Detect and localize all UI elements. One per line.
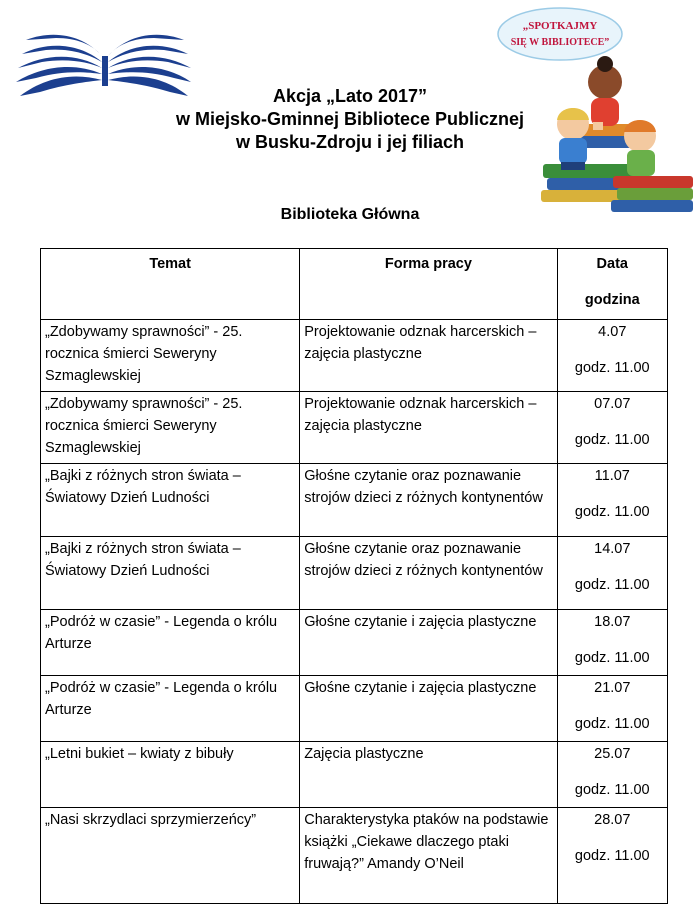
cell-date (557, 320, 667, 392)
table-row (41, 808, 668, 904)
cell-topic: „Podróż w czasie” - Legenda o królu Arturze (41, 676, 300, 742)
date-value: 11.07 (594, 468, 630, 484)
title-line-2: w Miejsko-Gminnej Bibliotece Publicznej (175, 109, 525, 129)
cell-date (557, 676, 667, 742)
cell-form: Głośne czytanie oraz poznawanie strojów dzieci z różnych kontynentów (300, 464, 557, 537)
page-title (130, 85, 570, 154)
cell-form: Zajęcia plastyczne (300, 742, 557, 808)
cell-date (557, 742, 667, 808)
cell-topic: „Bajki z różnych stron świata – Światowy Dzień Ludności (41, 464, 300, 537)
date-value: 18.07 (594, 614, 631, 630)
cell-date (557, 464, 667, 537)
cell-topic: „Bajki z różnych stron świata – Światowy Dzień Ludności (41, 537, 300, 610)
header-date (557, 249, 667, 320)
cell-form: Głośne czytanie i zajęcia plastyczne (300, 610, 557, 676)
date-value: 25.07 (594, 746, 631, 762)
date-value: 07.07 (594, 396, 631, 412)
schedule-table (40, 248, 668, 904)
hour-value: godz. 11.00 (574, 432, 650, 448)
cell-topic: „Nasi skrzydlaci sprzymierzeńcy” (41, 808, 300, 904)
date-value: 4.07 (598, 324, 627, 340)
hour-value: godz. 11.00 (574, 360, 650, 376)
hour-value: godz. 11.00 (574, 577, 650, 593)
badge-text-line2: SIĘ W BIBLIOTECE” (510, 37, 610, 48)
title-line-3: w Busku-Zdroju i jej filiach (235, 132, 465, 152)
table-row (41, 676, 668, 742)
table-body (41, 320, 668, 904)
cell-form: Głośne czytanie i zajęcia plastyczne (300, 676, 557, 742)
hour-value: godz. 11.00 (574, 716, 650, 732)
cell-form: Głośne czytanie oraz poznawanie strojów dzieci z różnych kontynentów (300, 537, 557, 610)
cell-topic: „Podróż w czasie” - Legenda o królu Arturze (41, 610, 300, 676)
cell-form: Projektowanie odznak harcerskich – zajęcia plastyczne (300, 320, 557, 392)
cell-date (557, 808, 667, 904)
cell-date (557, 610, 667, 676)
date-value: 21.07 (594, 680, 631, 696)
cell-date (557, 537, 667, 610)
cell-form: Charakterystyka ptaków na podstawie książki „Ciekawe dlaczego ptaki fruwają?” Amandy O’Neil (300, 808, 557, 904)
header-date-label: Data (596, 256, 628, 272)
badge-text-line1: „SPOTKAJMY (522, 20, 598, 32)
hour-value: godz. 11.00 (574, 650, 650, 666)
title-line-1: Akcja „Lato 2017” (272, 86, 428, 106)
table-row (41, 537, 668, 610)
header-hour-label: godzina (584, 292, 640, 308)
date-value: 14.07 (594, 541, 631, 557)
table-row (41, 610, 668, 676)
cell-form: Projektowanie odznak harcerskich – zajęcia plastyczne (300, 392, 557, 464)
header-form: Forma pracy (300, 249, 557, 320)
header-topic: Temat (41, 249, 300, 320)
hour-value: godz. 11.00 (574, 782, 650, 798)
cell-topic: „Letni bukiet – kwiaty z bibuły (41, 742, 300, 808)
table-header-row (41, 249, 668, 320)
cell-date (557, 392, 667, 464)
cell-topic: „Zdobywamy sprawności” - 25. rocznica śmierci Seweryny Szmaglewskiej (41, 392, 300, 464)
section-title: Biblioteka Główna (280, 206, 420, 223)
table-row (41, 320, 668, 392)
date-value: 28.07 (594, 812, 631, 828)
hour-value: godz. 11.00 (574, 848, 650, 864)
table-row (41, 392, 668, 464)
hour-value: godz. 11.00 (574, 504, 650, 520)
cell-topic: „Zdobywamy sprawności” - 25. rocznica śmierci Seweryny Szmaglewskiej (41, 320, 300, 392)
table-row (41, 742, 668, 808)
table-row (41, 464, 668, 537)
